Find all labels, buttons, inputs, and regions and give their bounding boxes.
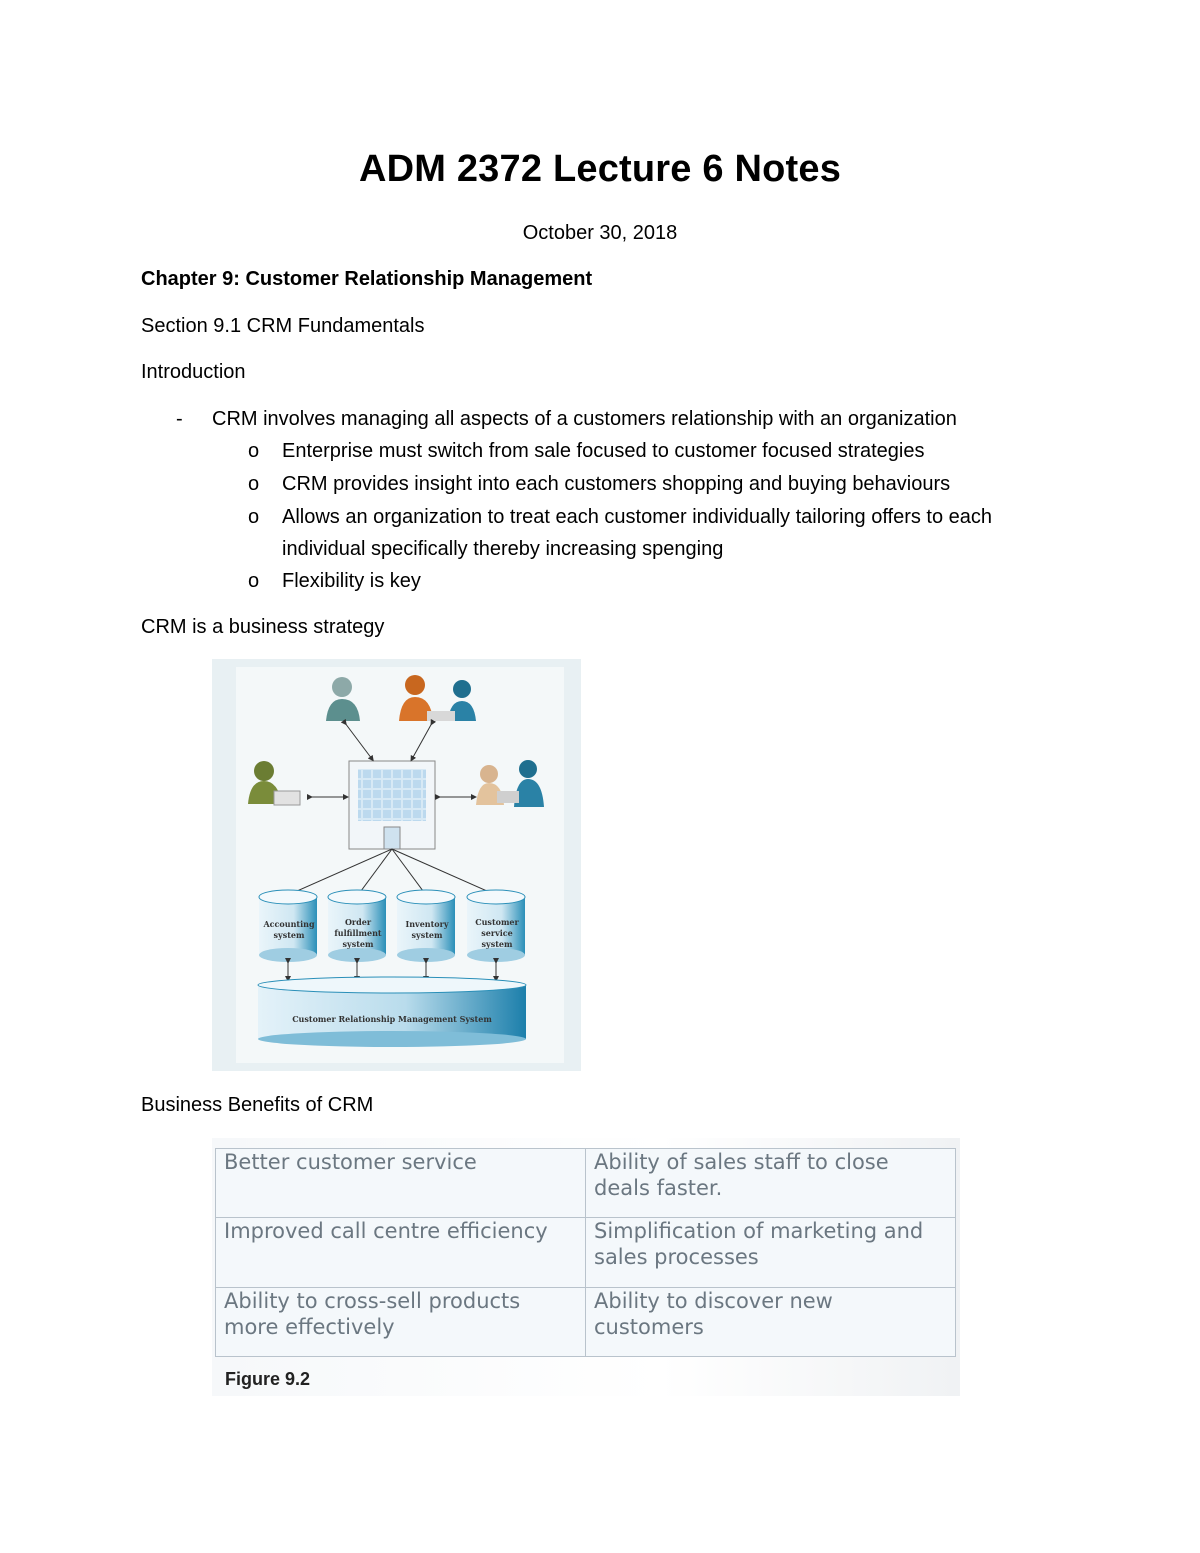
system-label-word: fulfillment — [334, 928, 382, 938]
system-label-word: Accounting — [263, 919, 315, 929]
benefits-table — [215, 1148, 956, 1357]
crm-system-cylinder — [258, 977, 526, 1047]
system-label-word: system — [411, 930, 443, 940]
bullet-marker: - — [176, 408, 183, 430]
system-label-word: Customer — [475, 917, 519, 927]
table-row — [216, 1288, 956, 1357]
crm-system-label: Customer Relationship Management System — [292, 1014, 492, 1024]
strategy-heading: CRM is a business strategy — [141, 616, 385, 638]
figure-caption: Figure 9.2 — [225, 1369, 311, 1389]
table-cell: Simplification of marketing and sales processes — [586, 1218, 956, 1288]
sub-bullet-3: Allows an organization to treat each customer individually tailoring offers to each individual specifically thereby increasing spenging — [282, 506, 993, 560]
benefits-heading: Business Benefits of CRM — [141, 1094, 374, 1116]
section-heading: Section 9.1 CRM Fundamentals — [141, 315, 425, 337]
sub-bullet-2: CRM provides insight into each customers shopping and buying behaviours — [282, 473, 951, 495]
table-cell: Improved call centre efficiency — [216, 1218, 586, 1288]
chapter-heading: Chapter 9: Customer Relationship Management — [141, 268, 593, 290]
sub-bullet-marker: o — [248, 570, 260, 592]
table-cell: Ability to cross-sell products more effectively — [216, 1288, 586, 1357]
person-phone-icon — [326, 677, 360, 721]
main-bullet: CRM involves managing all aspects of a customers relationship with an organization — [212, 408, 957, 430]
benefits-figure — [212, 1138, 960, 1396]
crm-diagram — [212, 659, 581, 1071]
system-label-word: system — [481, 939, 513, 949]
enterprise-building-icon — [349, 761, 435, 849]
table-cell: Ability to discover new customers — [586, 1288, 956, 1357]
system-label — [405, 919, 448, 940]
system-label-word: Order — [344, 917, 372, 927]
sub-bullet-1: Enterprise must switch from sale focused to customer focused strategies — [282, 440, 925, 462]
intro-heading: Introduction — [141, 361, 246, 383]
sub-bullet-4: Flexibility is key — [282, 570, 421, 592]
table-cell: Better customer service — [216, 1149, 586, 1218]
table-cell: Ability of sales staff to close deals faster. — [586, 1149, 956, 1218]
page-title: ADM 2372 Lecture 6 Notes — [358, 148, 842, 190]
crm-diagram-svg — [212, 659, 581, 1071]
sub-bullet-marker: o — [248, 440, 260, 462]
document-date: October 30, 2018 — [522, 222, 678, 244]
sub-bullet-marker: o — [248, 473, 260, 495]
people-laptop-icon — [399, 675, 476, 721]
table-row — [216, 1218, 956, 1288]
sub-bullet-marker: o — [248, 506, 260, 528]
person-laptop-icon — [248, 761, 300, 805]
system-label-word: service — [481, 928, 513, 938]
system-label-word: system — [273, 930, 305, 940]
table-row — [216, 1149, 956, 1218]
system-label-word: system — [342, 939, 374, 949]
people-desk-icon — [476, 760, 544, 807]
system-label-word: Inventory — [405, 919, 449, 929]
